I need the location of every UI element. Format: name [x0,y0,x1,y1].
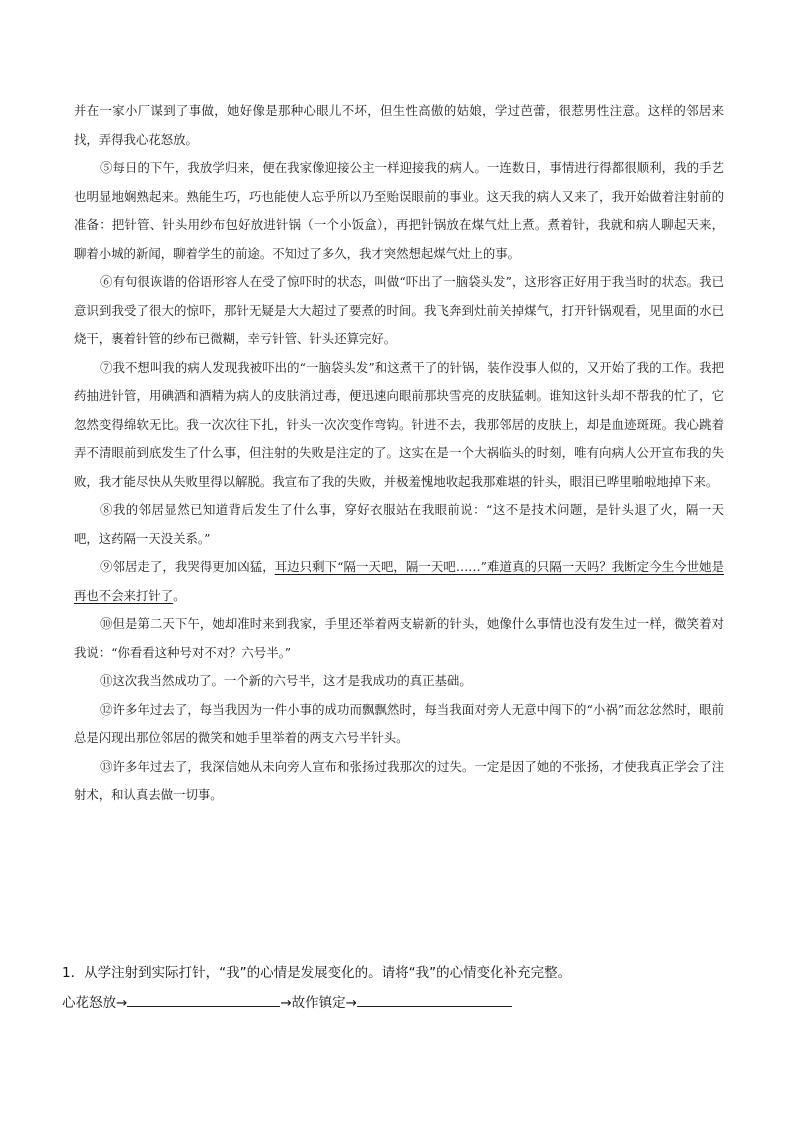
paragraph-12: ⑫许多年过去了，每当我因为一件小事的成功而飘飘然时，每当我面对旁人无意中闯下的“小祸”而忿忿然时，眼前总是闪现出那位邻居的微笑和她手里举着的两支六号半针头。 [74,701,724,745]
paragraph-6: ⑥有句很诙谐的俗语形容人在受了惊吓时的状态，叫做“吓出了一脑袋头发”，这形容正好用于我当时的状态。我已意识到我受了很大的惊吓，那针无疑是大大超过了要煮的时间。我飞奔到灶前关掉煤气，打开针锅观看，见里面的水已烧干，裹着针管的纱布已微糊，幸亏针管、针头还算完好。 [74,274,724,346]
question-1 [62,958,742,1018]
question-prompt: 1．从学注射到实际打针，“我”的心情是发展变化的。请将“我”的心情变化补充完整。 [62,965,572,981]
arrow-2: → [280,995,292,1011]
answer-row [62,988,742,1018]
paragraph-13: ⑬许多年过去了，我深信她从未向旁人宣布和张扬过我那次的过失。一定是因了她的不张扬，才使我真正学会了注射术，和认真去做一切事。 [74,758,724,802]
underlined-sentence: 耳边只剩下“隔一天吧，隔一天吧……”难道真的只隔一天吗？我断定今生今世她是再也不会来打针了 [74,559,725,603]
article-body [74,97,724,810]
paragraph-9 [74,553,724,610]
mood-start: 心花怒放 [62,995,116,1011]
paragraph-10: ⑩但是第二天下午，她却准时来到我家，手里还举着两支崭新的针头，她像什么事情也没有发生过一样，微笑着对我说：“你看看这种号对不对？六号半。” [74,616,724,660]
mood-middle: 故作镇定 [291,995,346,1011]
paragraph-5: ⑤每日的下午，我放学归来，便在我家像迎接公主一样迎接我的病人。一连数日，事情进行得都很顺利，我的手艺也明显地娴熟起来。熟能生巧，巧也能使人忘乎所以乃至贻误眼前的事业。这天我的病人又来了，我开始做着注射前的准备：把针管、针头用纱布包好放进针锅（一个小饭盒），再把针锅放在煤气灶上煮。煮着针，我就和病人聊起天来，聊着小城的新闻，聊着学生的前途。不知过了多久，我才突然想起煤气灶上的事。 [74,160,724,261]
paragraph-7: ⑦我不想叫我的病人发现我被吓出的“一脑袋头发”和这煮干了的针锅，装作没事人似的，又开始了我的工作。我把药抽进针管，用碘酒和酒精为病人的皮肤消过毒，便迅速向眼前那块雪亮的皮肤猛刺。谁知这针头却不帮我的忙了，它忽然变得绵软无比。我一次次往下扎，针头一次次变作弯钩。针进不去，我那邻居的皮肤上，却是血迹斑斑。我心跳着弄不清眼前到底发生了什么事，但注射的失败是注定的了。这实在是一个大祸临头的时刻，唯有向病人公开宣布我的失败，我才能尽快从失败里得以解脱。我宣布了我的失败，并极羞愧地收起我那难堪的针头，眼泪已哗里啪啦地掉下来。 [74,359,724,489]
paragraph-9-end: 。 [173,587,186,603]
arrow-1: → [116,995,128,1011]
paragraph-11: ⑪这次我当然成功了。一个新的六号半，这才是我成功的真正基础。 [100,673,472,688]
arrow-3: → [345,995,357,1011]
answer-blank-2[interactable] [357,990,512,1007]
paragraph-continued: 并在一家小厂谋到了事做，她好像是那种心眼儿不坏，但生性高傲的姑娘，学过芭蕾，很惹男性注意。这样的邻居来找，弄得我心花怒放。 [74,103,724,147]
paragraph-8: ⑧我的邻居显然已知道背后发生了什么事，穿好衣服站在我眼前说：“这不是技术问题，是针头退了火，隔一天吧，这药隔一天没关系。” [74,502,724,546]
answer-blank-1[interactable] [127,990,280,1007]
paragraph-9-lead: ⑨邻居走了，我哭得更加凶猛， [100,559,275,574]
